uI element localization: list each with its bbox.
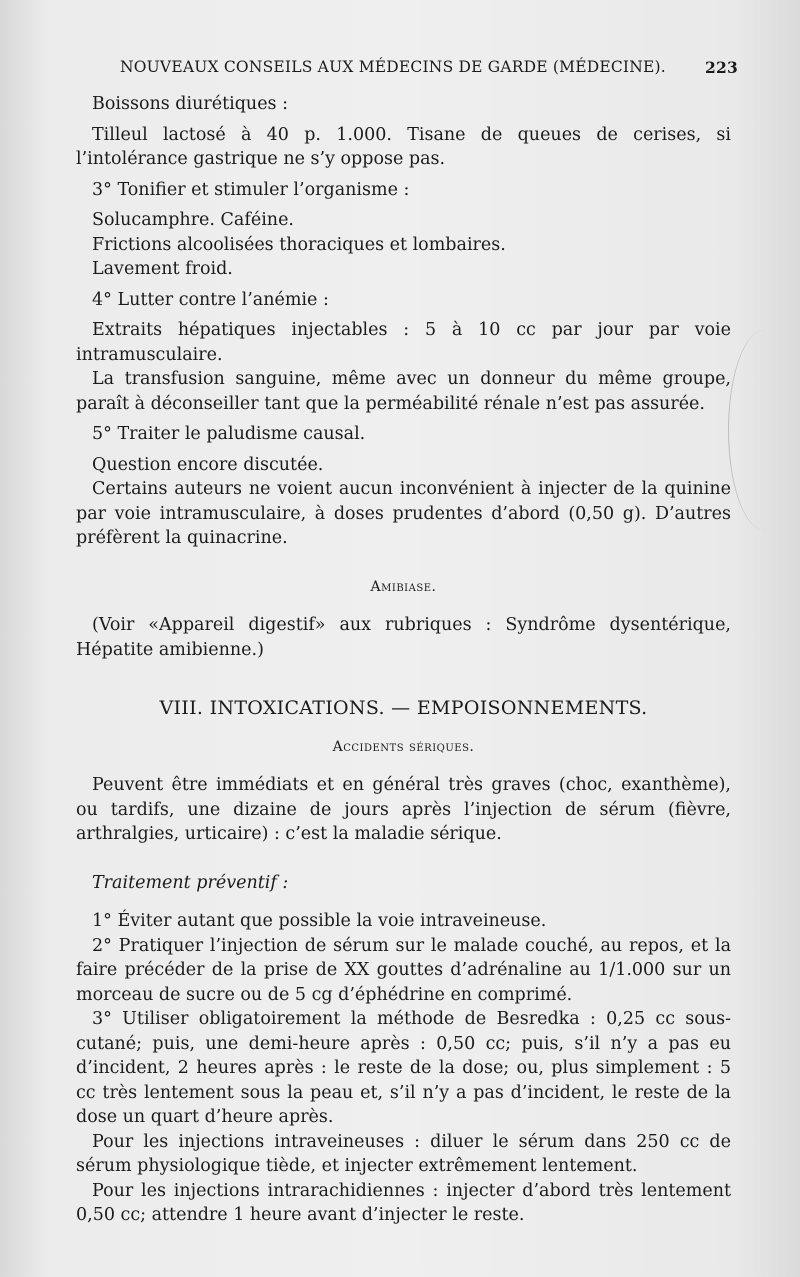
list-item: 3° Utiliser obligatoirement la méthode de Besredka : 0,25 cc sous-cutané; puis, une demi-heure après : 0,50 cc; puis, s’il n’y a pas eu d’incident, 2 heures après : le reste de la dose; ou, plus simplement : 5 cc très lentement sous la peau et, s’il n’y a pas d’incident, le reste de la dose un quart d’heure après. bbox=[76, 1009, 731, 1127]
library-stamp bbox=[728, 330, 800, 530]
paragraph: Boissons diurétiques : bbox=[92, 94, 288, 114]
paragraph: Lavement froid. bbox=[92, 259, 233, 279]
paragraph: Pour les injections intrarachidiennes : injecter d’abord très lentement 0,50 cc; attendre 1 heure avant d’injecter le reste. bbox=[76, 1180, 731, 1225]
numbered-heading: 4° Lutter contre l’anémie : bbox=[92, 289, 329, 310]
page-body bbox=[76, 92, 731, 1228]
paragraph: Question encore discutée. bbox=[92, 454, 324, 475]
paragraph: Frictions alcoolisées thoraciques et lombaires. bbox=[92, 234, 506, 255]
numbered-heading: 3° Tonifier et stimuler l’organisme : bbox=[92, 179, 410, 200]
list-item: 1° Éviter autant que possible la voie intraveineuse. bbox=[92, 911, 547, 931]
paragraph: Solucamphre. Caféine. bbox=[92, 210, 294, 230]
page-number: 223 bbox=[705, 58, 738, 77]
paragraph: Pour les injections intraveineuses : diluer le sérum dans 250 cc de sérum physiologique tiède, et injecter extrêmement lentement. bbox=[76, 1131, 731, 1176]
paragraph: (Voir «Appareil digestif» aux rubriques : Syndrôme dysentérique, Hépatite amibienne.) bbox=[76, 615, 731, 660]
paragraph: La transfusion sanguine, même avec un donneur du même groupe, paraît à déconseiller tant que la perméabilité rénale n’est pas assurée. bbox=[76, 369, 731, 414]
paragraph: Extraits hépatiques injectables : 5 à 10 cc par jour par voie intramusculaire. bbox=[76, 320, 731, 365]
list-item: 2° Pratiquer l’injection de sérum sur le malade couché, au repos, et la faire précéder de la prise de XX gouttes d’adrénaline au 1/1.000 sur un morceau de sucre ou de 5 cg d’éphédrine en comprimé. bbox=[76, 935, 731, 1005]
section-heading-amibiase: Amibiase. bbox=[370, 578, 437, 595]
paragraph: Peuvent être immédiats et en général très graves (choc, exanthème), ou tardifs, une dizaine de jours après l’injection de sérum (fièvre, arthralgies, urticaire) : c’est la maladie sérique. bbox=[76, 775, 731, 844]
subheading-treatment: Traitement préventif : bbox=[92, 872, 289, 893]
paragraph: Tilleul lactosé à 40 p. 1.000. Tisane de queues de cerises, si l’intolérance gastrique ne s’y oppose pas. bbox=[76, 124, 731, 169]
numbered-heading: 5° Traiter le paludisme causal. bbox=[92, 424, 366, 444]
section-heading-accidents: Accidents sériques. bbox=[332, 738, 475, 755]
running-title: NOUVEAUX CONSEILS AUX MÉDECINS DE GARDE (MÉDECINE). bbox=[120, 58, 666, 76]
paragraph: Certains auteurs ne voient aucun inconvénient à injecter de la quinine par voie intramusculaire, à doses prudentes d’abord (0,50 g). D’autres préfèrent la quinacrine. bbox=[76, 479, 731, 548]
chapter-heading: VIII. INTOXICATIONS. — EMPOISONNEMENTS. bbox=[159, 697, 648, 719]
